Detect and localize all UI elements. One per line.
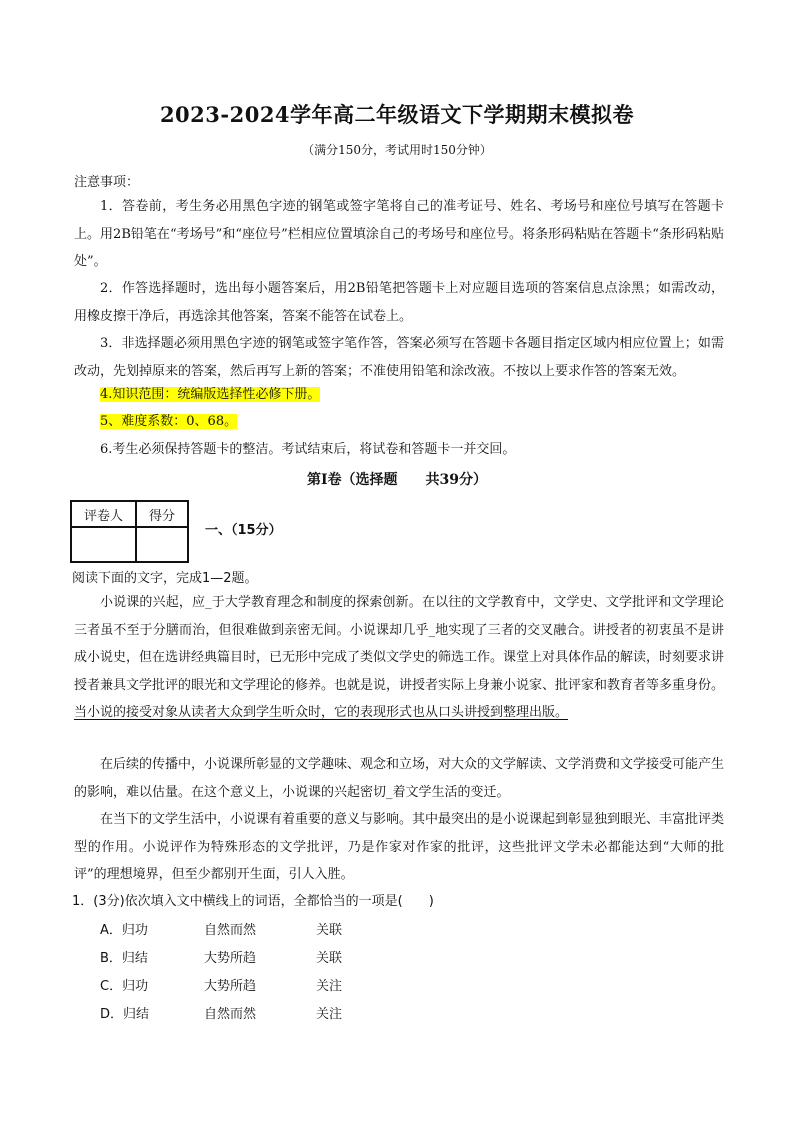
notice-5-highlight: 5、难度系数：0、68。 [100,414,238,429]
passage-paragraph-3: 在当下的文学生活中，小说课有着重要的意义与影响。其中最突出的是小说课起到彰显独到眼光、丰富批评类型的作用。小说评作为特殊形态的文学批评，乃是作家对作家的批评，这些批评文学未必都能达到“大师的批评”的理想境界，但至少都别开生面，引人入胜。 [74,812,725,882]
passage-paragraph-1 [74,589,724,727]
exam-subtitle: （满分150分，考试用时150分钟） [302,143,492,157]
notice-2: 2．作答选择题时，选出每小题答案后，用2B铅笔把答题卡上对应题目选项的答案信息点涂黑；如需改动，用橡皮擦干净后，再选涂其他答案，答案不能答在试卷上。 [74,281,724,324]
option-b [100,947,342,966]
score-cell [136,527,188,562]
option-a-3: 关联 [316,923,343,938]
notice-heading: 注意事项： [74,175,140,190]
section-title: 第Ⅰ卷（选择题 共39分） [306,472,488,488]
option-b-1: B．归结 [100,951,148,966]
reading-instruction: 阅读下面的文字，完成1—2题。 [72,571,258,586]
question-1-stem: 1．(3分)依次填入文中横线上的词语，全都恰当的一项是( ) [72,894,434,909]
score-header: 得分 [136,501,188,527]
option-c [100,975,342,994]
passage-paragraph-2: 在后续的传播中，小说课所彰显的文学趣味、观念和立场，对大众的文学解读、文学消费和文学接受可能产生的影响，难以估量。在这个意义上，小说课的兴起密切_着文学生活的变迁。 [74,757,725,800]
exam-title: 2023-2024学年高二年级语文下学期期末模拟卷 [159,102,635,127]
option-b-3: 关联 [316,951,343,966]
notice-6: 6.考生必须保持答题卡的整洁。考试结束后，将试卷和答题卡一并交回。 [100,442,516,457]
grade-table [70,500,189,563]
part-label: 一、（15分） [205,523,282,538]
notice-4 [100,386,320,404]
option-b-2: 大势所趋 [204,951,257,966]
option-c-3: 关注 [316,979,343,994]
grader-header: 评卷人 [71,501,136,527]
option-c-2: 大势所趋 [204,979,257,994]
notice-4-highlight: 4.知识范围：统编版选择性必修下册。 [100,387,321,402]
passage-p1-underlined: 当小说的接受对象从读者大众到学生听众时，它的表现形式也从口头讲授到整理出版。 [74,705,569,720]
option-d-2: 自然而然 [204,1007,257,1022]
notice-5 [100,413,237,431]
passage-p1-text: 小说课的兴起，应_于大学教育理念和制度的探索创新。在以往的文学教育中，文学史、文学批评和文学理论三者虽不至于分膳而治，但很难做到亲密无间。小说课却几乎_地实现了三者的交叉融合。讲授者的初衷虽不是讲成小说史，但在选讲经典篇目时，已无形中完成了类似文学史的筛选工作。课堂上对具体作品的解读，时刻要求讲授者兼具文学批评的眼光和文学理论的修养。也就是说，讲授者实际上身兼小说家、批评家和教育者等多重身份。 [74,595,725,693]
notice-3: 3．非选择题必须用黑色字迹的钢笔或签字笔作答，答案必须写在答题卡各题目指定区域内相应位置上；如需改动，先划掉原来的答案，然后再写上新的答案；不准使用铅笔和涂改液。不按以上要求作答的答案无效。 [74,336,724,379]
option-a-2: 自然而然 [204,923,257,938]
notice-1: 1．答卷前，考生务必用黑色字迹的钢笔或签字笔将自己的准考证号、姓名、考场号和座位号填写在答题卡上。用2B铅笔在“考场号”和“座位号”栏相应位置填涂自己的考场号和座位号。将条形码粘贴在答题卡“条形码粘贴处”。 [74,199,724,269]
option-a [100,919,342,938]
option-a-1: A．归功 [100,923,148,938]
option-d-1: D．归结 [100,1007,150,1022]
option-d [100,1003,342,1022]
grader-cell [71,527,136,562]
option-d-3: 关注 [316,1007,343,1022]
option-c-1: C．归功 [100,979,149,994]
